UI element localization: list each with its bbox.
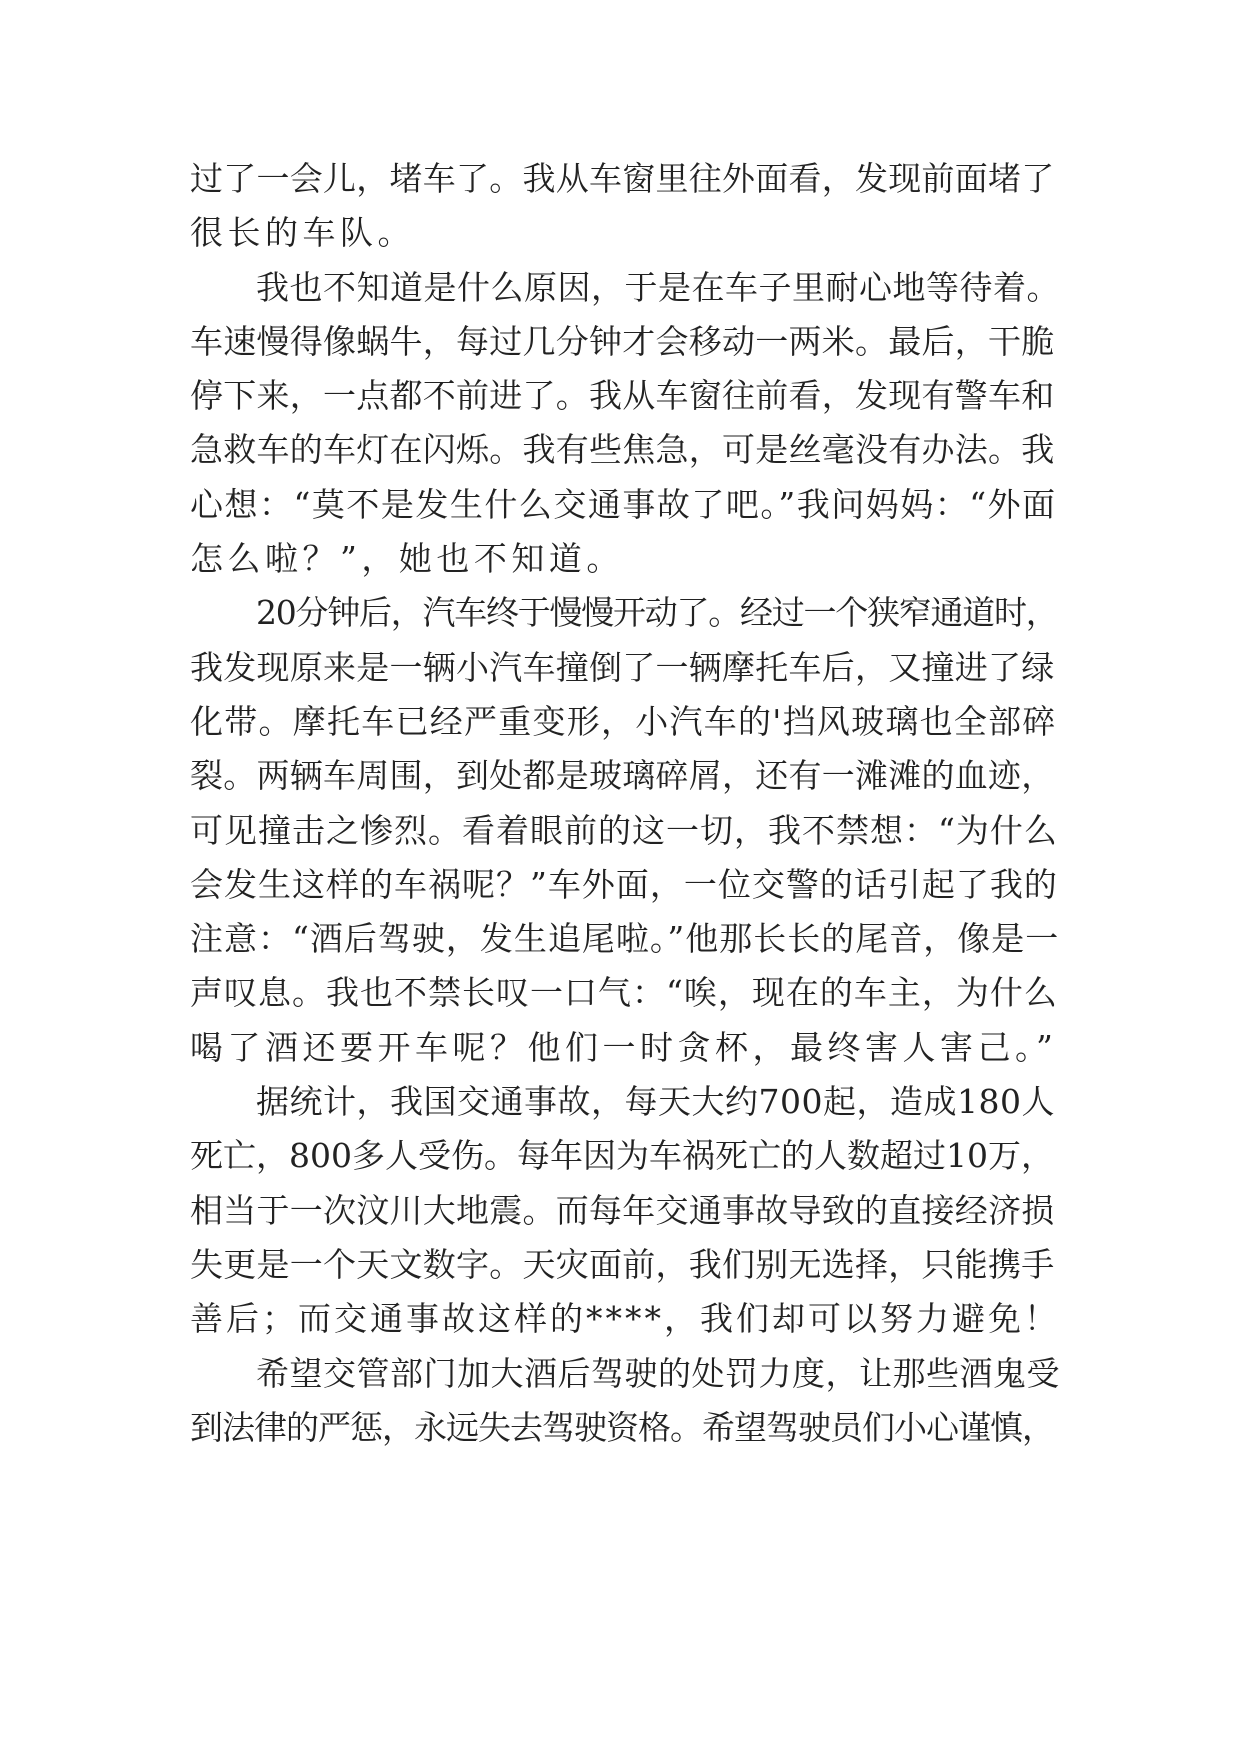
text-line: 失更是一个天文数字。天灾面前，我们别无选择，只能携手 <box>190 1244 1055 1284</box>
text-line: 希望交管部门加大酒后驾驶的处罚力度，让那些酒鬼受 <box>256 1353 1060 1393</box>
text-line: 会发生这样的车祸呢？”车外面，一位交警的话引起了我的 <box>190 864 1058 904</box>
text-line: 善后；而交通事故这样的****，我们却可以努力避免！ <box>190 1299 1060 1339</box>
text-line: 心想：“莫不是发生什么交通事故了吧。”我问妈妈：“外面 <box>190 484 1057 524</box>
text-line: 声叹息。我也不禁长叹一口气：“唉，现在的车主，为什么 <box>190 973 1058 1013</box>
text-line: 可见撞击之惨烈。看着眼前的这一切，我不禁想：“为什么 <box>190 810 1058 850</box>
text-line: 相当于一次汶川大地震。而每年交通事故导致的直接经济损 <box>190 1190 1055 1230</box>
text-line: 怎么啦？”，她也不知道。 <box>190 539 624 579</box>
text-line: 注意：“酒后驾驶，发生追尾啦。”他那长长的尾音，像是一 <box>190 919 1060 959</box>
text-line: 车速慢得像蜗牛，每过几分钟才会移动一两米。最后，干脆 <box>190 321 1055 361</box>
document-body <box>190 152 1060 1455</box>
text-line: 喝了酒还要开车呢？他们一时贪杯，最终害人害己。” <box>190 1027 1058 1067</box>
text-line: 到法律的严惩，永远失去驾驶资格。希望驾驶员们小心谨慎， <box>190 1407 1054 1447</box>
text-line: 20分钟后，汽车终于慢慢开动了。经过一个狭窄通道时， <box>256 593 1058 633</box>
text-line: 过了一会儿，堵车了。我从车窗里往外面看，发现前面堵了 <box>190 159 1055 198</box>
text-line: 裂。两辆车周围，到处都是玻璃碎屑，还有一滩滩的血迹， <box>190 756 1055 796</box>
text-line: 我发现原来是一辆小汽车撞倒了一辆摩托车后，又撞进了绿 <box>190 647 1055 687</box>
text-line: 化带。摩托车已经严重变形，小汽车的'挡风玻璃也全部碎 <box>190 701 1057 741</box>
text-line: 很长的车队。 <box>190 213 415 253</box>
text-line: 死亡，800多人受伤。每年因为车祸死亡的人数超过10万， <box>190 1136 1054 1176</box>
text-line: 停下来，一点都不前进了。我从车窗往前看，发现有警车和 <box>190 376 1055 416</box>
text-line: 据统计，我国交通事故，每天大约700起，造成180人 <box>256 1082 1055 1122</box>
text-line: 急救车的车灯在闪烁。我有些焦急，可是丝毫没有办法。我 <box>190 430 1055 470</box>
text-line: 我也不知道是什么原因，于是在车子里耐心地等待着。 <box>256 267 1060 307</box>
